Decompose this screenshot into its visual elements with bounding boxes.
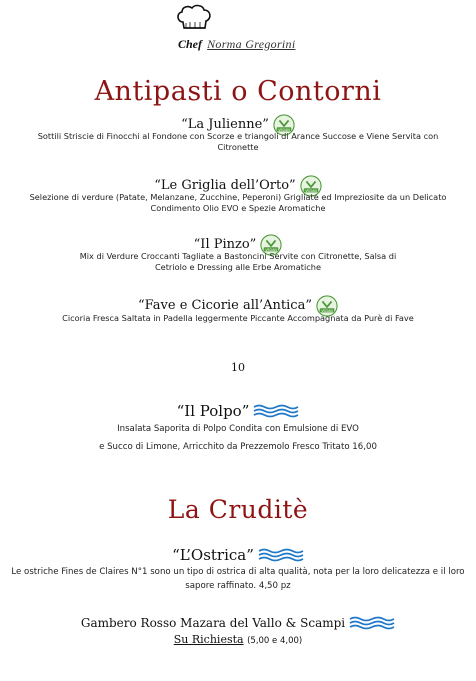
item-name: “Il Polpo”: [176, 402, 250, 420]
menu-item-griglia: [0, 174, 476, 215]
item-name: “L’Ostrica”: [172, 546, 254, 564]
menu-item-julienne: [0, 113, 476, 154]
logo-chef-text: Chef: [178, 37, 202, 51]
menu-item-ostrica: [0, 545, 476, 593]
item-description: Mix di Verdure Croccanti Tagliate a Bastoncini Servite con Citronette, Salsa di Cetriolo e Dressing alle Erbe Aromatiche: [79, 250, 397, 272]
menu-item-pinzo: [0, 233, 476, 274]
svg-text:VEGAN: VEGAN: [304, 188, 317, 193]
svg-text:VEGAN: VEGAN: [278, 127, 290, 132]
item-name: “Il Pinzo”: [193, 237, 257, 252]
item-description: Selezione di verdure (Patate, Melanzane, Zucchine, Peperoni) Grigliate ed Impreziosite da un Delicato Condimento Olio EVO e Spezie Aromatiche: [29, 191, 447, 213]
sea-waves-icon: [258, 548, 304, 562]
item-description-line1: Insalata Saporita di Polpo Condita con Emulsione di EVO: [117, 424, 359, 434]
chef-hat-icon: [174, 4, 214, 34]
logo-name-text: Norma Gregorini: [207, 37, 296, 51]
antipasti-title: Antipasti o Contorni: [94, 76, 382, 107]
on-request-label: Su Richiesta: [173, 633, 244, 646]
chef-logo: [172, 4, 320, 52]
item-description: Sottili Striscie di Finocchi al Fondone con Scorze e triangoli di Arance Succose e Viene Servita con Citronette: [37, 130, 439, 152]
item-name: “Fave e Cicorie all’Antica”: [138, 298, 312, 313]
item-name: “La Julienne”: [181, 117, 269, 132]
svg-text:VEGAN: VEGAN: [265, 247, 278, 252]
sea-waves-icon: [349, 616, 395, 630]
antipasti-price: 10: [231, 361, 245, 374]
menu-item-gambero: [0, 612, 476, 646]
sea-waves-icon: [253, 404, 299, 418]
item-description-line2: e Succo di Limone, Arricchito da Prezzemolo Fresco Tritato 16,00: [99, 442, 377, 452]
on-request-line: [0, 633, 476, 646]
menu-item-polpo: [0, 401, 476, 454]
crudite-title: La Cruditè: [167, 495, 309, 524]
item-description: Cicoria Fresca Saltata in Padella leggermente Piccante Accompagnata da Purè di Fave: [62, 312, 414, 323]
svg-text:VEGAN: VEGAN: [321, 308, 333, 313]
menu-item-fave-cicorie: [0, 294, 476, 324]
item-name: Gambero Rosso Mazara del Vallo & Scampi: [80, 616, 346, 630]
item-name: “Le Griglia dell’Orto”: [154, 178, 296, 193]
item-description: Le ostriche Fines de Claires N°1 sono un tipo di ostrica di alta qualità, nota per la loro delicatezza e il loro sapore raffinato. 4,50 pz: [11, 567, 465, 591]
on-request-price: (5,00 e 4,00): [247, 636, 303, 646]
